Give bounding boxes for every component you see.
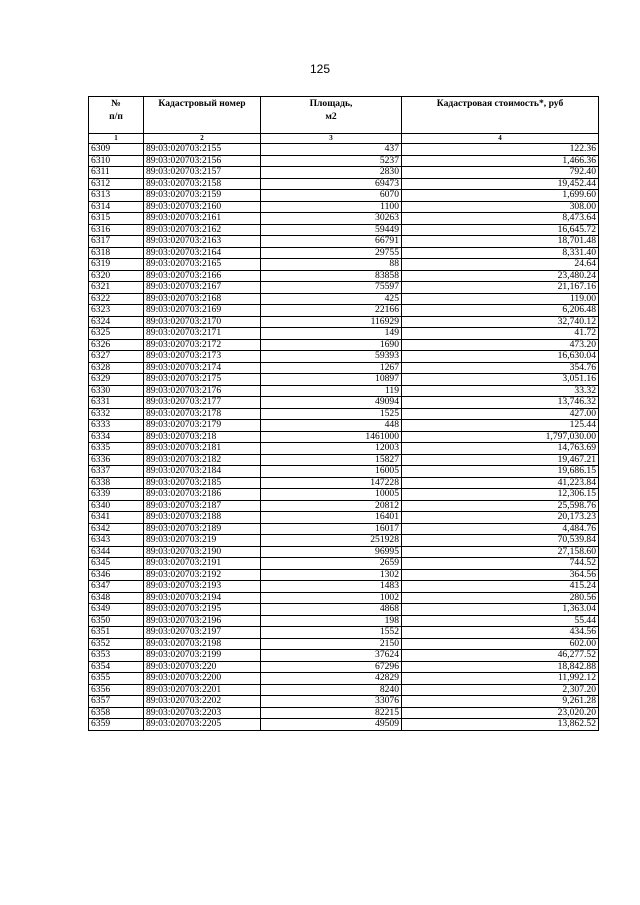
area-value: 119 xyxy=(261,385,402,397)
area-value: 29755 xyxy=(261,247,402,259)
cadastral-value: 3,051.16 xyxy=(402,374,599,386)
row-number: 6355 xyxy=(89,673,144,685)
cadastral-value: 23,020.20 xyxy=(402,707,599,719)
cadastral-value: 32,740.12 xyxy=(402,316,599,328)
cadastral-value: 1,466.36 xyxy=(402,155,599,167)
area-value: 16017 xyxy=(261,523,402,535)
cadastral-value: 70,539.84 xyxy=(402,535,599,547)
table-row xyxy=(89,408,599,420)
table-row xyxy=(89,477,599,489)
cadastral-number: 89:03:020703:2184 xyxy=(144,466,261,478)
row-number: 6310 xyxy=(89,155,144,167)
table-row xyxy=(89,581,599,593)
area-value: 6070 xyxy=(261,190,402,202)
area-value: 1483 xyxy=(261,581,402,593)
column-number: 1 xyxy=(89,134,144,144)
area-value: 67296 xyxy=(261,661,402,673)
cadastral-number: 89:03:020703:2196 xyxy=(144,615,261,627)
area-value: 8240 xyxy=(261,684,402,696)
area-value: 1690 xyxy=(261,339,402,351)
table-row xyxy=(89,707,599,719)
table-row xyxy=(89,638,599,650)
table-row xyxy=(89,190,599,202)
cadastral-number: 89:03:020703:2158 xyxy=(144,178,261,190)
cadastral-number: 89:03:020703:2161 xyxy=(144,213,261,225)
row-number: 6341 xyxy=(89,512,144,524)
row-number: 6315 xyxy=(89,213,144,225)
row-number: 6309 xyxy=(89,144,144,156)
row-number: 6345 xyxy=(89,558,144,570)
table-row xyxy=(89,431,599,443)
area-value: 147228 xyxy=(261,477,402,489)
table-row xyxy=(89,443,599,455)
cadastral-value: 18,842.88 xyxy=(402,661,599,673)
cadastral-number: 89:03:020703:2205 xyxy=(144,719,261,731)
cadastral-value: 16,630.04 xyxy=(402,351,599,363)
cadastral-number: 89:03:020703:2170 xyxy=(144,316,261,328)
cadastral-number: 89:03:020703:219 xyxy=(144,535,261,547)
area-value: 49094 xyxy=(261,397,402,409)
cadastral-number: 89:03:020703:2167 xyxy=(144,282,261,294)
cadastral-value: 364.56 xyxy=(402,569,599,581)
cadastral-value: 20,173.23 xyxy=(402,512,599,524)
row-number: 6327 xyxy=(89,351,144,363)
table-row xyxy=(89,604,599,616)
row-number: 6350 xyxy=(89,615,144,627)
cadastral-number: 89:03:020703:2179 xyxy=(144,420,261,432)
area-value: 10005 xyxy=(261,489,402,501)
cadastral-number: 89:03:020703:2192 xyxy=(144,569,261,581)
row-number: 6333 xyxy=(89,420,144,432)
area-value: 425 xyxy=(261,293,402,305)
table-row xyxy=(89,224,599,236)
area-value: 42829 xyxy=(261,673,402,685)
cadastral-value: 6,206.48 xyxy=(402,305,599,317)
row-number: 6334 xyxy=(89,431,144,443)
row-number: 6354 xyxy=(89,661,144,673)
area-value: 69473 xyxy=(261,178,402,190)
cadastral-number: 89:03:020703:2190 xyxy=(144,546,261,558)
table-row xyxy=(89,328,599,340)
cadastral-number: 89:03:020703:2159 xyxy=(144,190,261,202)
table-row xyxy=(89,178,599,190)
cadastral-value: 25,598.76 xyxy=(402,500,599,512)
row-number: 6324 xyxy=(89,316,144,328)
cadastral-number: 89:03:020703:2164 xyxy=(144,247,261,259)
row-number: 6319 xyxy=(89,259,144,271)
table-row xyxy=(89,362,599,374)
table-row xyxy=(89,282,599,294)
table-row xyxy=(89,420,599,432)
table-row xyxy=(89,397,599,409)
cadastral-number: 89:03:020703:2174 xyxy=(144,362,261,374)
table-row xyxy=(89,650,599,662)
row-number: 6336 xyxy=(89,454,144,466)
area-value: 116929 xyxy=(261,316,402,328)
row-number: 6340 xyxy=(89,500,144,512)
cadastral-value: 19,467.21 xyxy=(402,454,599,466)
cadastral-value: 12,306.15 xyxy=(402,489,599,501)
cadastral-number: 89:03:020703:2189 xyxy=(144,523,261,535)
table-row xyxy=(89,696,599,708)
cadastral-number: 89:03:020703:2202 xyxy=(144,696,261,708)
cadastral-value: 1,363.04 xyxy=(402,604,599,616)
area-value: 5237 xyxy=(261,155,402,167)
row-number: 6358 xyxy=(89,707,144,719)
row-number: 6356 xyxy=(89,684,144,696)
area-value: 1552 xyxy=(261,627,402,639)
area-value: 30263 xyxy=(261,213,402,225)
cadastral-value: 427.00 xyxy=(402,408,599,420)
cadastral-number: 89:03:020703:2199 xyxy=(144,650,261,662)
table-row xyxy=(89,535,599,547)
row-number: 6344 xyxy=(89,546,144,558)
row-number: 6343 xyxy=(89,535,144,547)
table-row xyxy=(89,339,599,351)
table-row xyxy=(89,627,599,639)
cadastral-number: 89:03:020703:2166 xyxy=(144,270,261,282)
cadastral-number: 89:03:020703:2178 xyxy=(144,408,261,420)
cadastral-value: 434.56 xyxy=(402,627,599,639)
area-value: 1002 xyxy=(261,592,402,604)
area-value: 15827 xyxy=(261,454,402,466)
row-number: 6328 xyxy=(89,362,144,374)
cadastral-number: 89:03:020703:2176 xyxy=(144,385,261,397)
cadastral-number: 89:03:020703:2175 xyxy=(144,374,261,386)
area-value: 22166 xyxy=(261,305,402,317)
cadastral-number: 89:03:020703:2181 xyxy=(144,443,261,455)
cadastral-number: 89:03:020703:220 xyxy=(144,661,261,673)
cadastral-number: 89:03:020703:2186 xyxy=(144,489,261,501)
table-row xyxy=(89,661,599,673)
header-number: № п/п xyxy=(89,97,144,134)
cadastral-value: 122.36 xyxy=(402,144,599,156)
cadastral-value: 14,763.69 xyxy=(402,443,599,455)
cadastral-value: 744.52 xyxy=(402,558,599,570)
table-row xyxy=(89,569,599,581)
area-value: 66791 xyxy=(261,236,402,248)
table-row xyxy=(89,247,599,259)
area-value: 2150 xyxy=(261,638,402,650)
cadastral-value: 13,862.52 xyxy=(402,719,599,731)
cadastral-value: 11,992.12 xyxy=(402,673,599,685)
area-value: 251928 xyxy=(261,535,402,547)
cadastral-number: 89:03:020703:2162 xyxy=(144,224,261,236)
cadastral-value: 27,158.60 xyxy=(402,546,599,558)
cadastral-number: 89:03:020703:2182 xyxy=(144,454,261,466)
cadastral-value: 46,277.52 xyxy=(402,650,599,662)
cadastral-number: 89:03:020703:2177 xyxy=(144,397,261,409)
area-value: 4868 xyxy=(261,604,402,616)
row-number: 6337 xyxy=(89,466,144,478)
cadastral-number: 89:03:020703:2198 xyxy=(144,638,261,650)
header-cadastral-number: Кадастровый номер xyxy=(144,97,261,134)
table-row xyxy=(89,351,599,363)
table-row xyxy=(89,155,599,167)
row-number: 6357 xyxy=(89,696,144,708)
row-number: 6347 xyxy=(89,581,144,593)
table-row xyxy=(89,615,599,627)
cadastral-number: 89:03:020703:2160 xyxy=(144,201,261,213)
row-number: 6346 xyxy=(89,569,144,581)
table-row xyxy=(89,489,599,501)
cadastral-table xyxy=(88,96,599,731)
table-row xyxy=(89,466,599,478)
cadastral-value: 125.44 xyxy=(402,420,599,432)
area-value: 96995 xyxy=(261,546,402,558)
table-row xyxy=(89,523,599,535)
row-number: 6312 xyxy=(89,178,144,190)
table-row xyxy=(89,305,599,317)
cadastral-number: 89:03:020703:2193 xyxy=(144,581,261,593)
cadastral-number: 89:03:020703:2203 xyxy=(144,707,261,719)
cadastral-number: 89:03:020703:2163 xyxy=(144,236,261,248)
row-number: 6317 xyxy=(89,236,144,248)
column-number-row xyxy=(89,134,599,144)
row-number: 6325 xyxy=(89,328,144,340)
cadastral-number: 89:03:020703:2201 xyxy=(144,684,261,696)
row-number: 6335 xyxy=(89,443,144,455)
cadastral-value: 16,645.72 xyxy=(402,224,599,236)
column-number: 2 xyxy=(144,134,261,144)
area-value: 82215 xyxy=(261,707,402,719)
area-value: 149 xyxy=(261,328,402,340)
row-number: 6342 xyxy=(89,523,144,535)
area-value: 88 xyxy=(261,259,402,271)
row-number: 6311 xyxy=(89,167,144,179)
cadastral-value: 9,261.28 xyxy=(402,696,599,708)
table-row xyxy=(89,719,599,731)
cadastral-value: 280.56 xyxy=(402,592,599,604)
table-row xyxy=(89,201,599,213)
cadastral-value: 4,484.76 xyxy=(402,523,599,535)
cadastral-number: 89:03:020703:2168 xyxy=(144,293,261,305)
cadastral-value: 18,701.48 xyxy=(402,236,599,248)
row-number: 6320 xyxy=(89,270,144,282)
cadastral-value: 1,797,030.00 xyxy=(402,431,599,443)
table-row xyxy=(89,293,599,305)
area-value: 33076 xyxy=(261,696,402,708)
area-value: 1100 xyxy=(261,201,402,213)
table-row xyxy=(89,270,599,282)
row-number: 6322 xyxy=(89,293,144,305)
table-body xyxy=(89,144,599,731)
row-number: 6339 xyxy=(89,489,144,501)
cadastral-number: 89:03:020703:2165 xyxy=(144,259,261,271)
header-cadastral-value: Кадастровая стоимость*, руб xyxy=(402,97,599,134)
cadastral-number: 89:03:020703:2200 xyxy=(144,673,261,685)
cadastral-number: 89:03:020703:2185 xyxy=(144,477,261,489)
area-value: 1267 xyxy=(261,362,402,374)
table-row xyxy=(89,316,599,328)
row-number: 6338 xyxy=(89,477,144,489)
cadastral-number: 89:03:020703:2187 xyxy=(144,500,261,512)
cadastral-value: 21,167.16 xyxy=(402,282,599,294)
column-number: 4 xyxy=(402,134,599,144)
cadastral-value: 41,223.84 xyxy=(402,477,599,489)
cadastral-number: 89:03:020703:218 xyxy=(144,431,261,443)
cadastral-value: 308.00 xyxy=(402,201,599,213)
cadastral-number: 89:03:020703:2171 xyxy=(144,328,261,340)
page-number: 125 xyxy=(309,62,331,76)
cadastral-number: 89:03:020703:2169 xyxy=(144,305,261,317)
row-number: 6359 xyxy=(89,719,144,731)
cadastral-number: 89:03:020703:2191 xyxy=(144,558,261,570)
row-number: 6332 xyxy=(89,408,144,420)
cadastral-number: 89:03:020703:2157 xyxy=(144,167,261,179)
row-number: 6352 xyxy=(89,638,144,650)
cadastral-value: 473.20 xyxy=(402,339,599,351)
area-value: 75597 xyxy=(261,282,402,294)
table-row xyxy=(89,167,599,179)
row-number: 6331 xyxy=(89,397,144,409)
area-value: 448 xyxy=(261,420,402,432)
table-row xyxy=(89,546,599,558)
area-value: 2659 xyxy=(261,558,402,570)
table-row xyxy=(89,684,599,696)
row-number: 6316 xyxy=(89,224,144,236)
cadastral-number: 89:03:020703:2188 xyxy=(144,512,261,524)
cadastral-value: 19,452.44 xyxy=(402,178,599,190)
cadastral-value: 8,473.64 xyxy=(402,213,599,225)
area-value: 16005 xyxy=(261,466,402,478)
cadastral-value: 13,746.32 xyxy=(402,397,599,409)
row-number: 6323 xyxy=(89,305,144,317)
area-value: 37624 xyxy=(261,650,402,662)
cadastral-value: 33.32 xyxy=(402,385,599,397)
cadastral-value: 119.00 xyxy=(402,293,599,305)
area-value: 59393 xyxy=(261,351,402,363)
area-value: 12003 xyxy=(261,443,402,455)
row-number: 6329 xyxy=(89,374,144,386)
cadastral-number: 89:03:020703:2194 xyxy=(144,592,261,604)
area-value: 83858 xyxy=(261,270,402,282)
cadastral-value: 41.72 xyxy=(402,328,599,340)
table-row xyxy=(89,236,599,248)
cadastral-number: 89:03:020703:2173 xyxy=(144,351,261,363)
row-number: 6313 xyxy=(89,190,144,202)
cadastral-value: 24.64 xyxy=(402,259,599,271)
table-row xyxy=(89,259,599,271)
table-row xyxy=(89,454,599,466)
row-number: 6330 xyxy=(89,385,144,397)
area-value: 59449 xyxy=(261,224,402,236)
area-value: 49509 xyxy=(261,719,402,731)
column-number: 3 xyxy=(261,134,402,144)
area-value: 1302 xyxy=(261,569,402,581)
area-value: 16401 xyxy=(261,512,402,524)
row-number: 6326 xyxy=(89,339,144,351)
table-row xyxy=(89,673,599,685)
cadastral-value: 354.76 xyxy=(402,362,599,374)
row-number: 6318 xyxy=(89,247,144,259)
table-header-row xyxy=(89,97,599,134)
area-value: 10897 xyxy=(261,374,402,386)
row-number: 6314 xyxy=(89,201,144,213)
table-row xyxy=(89,500,599,512)
area-value: 20812 xyxy=(261,500,402,512)
cadastral-value: 55.44 xyxy=(402,615,599,627)
cadastral-number: 89:03:020703:2197 xyxy=(144,627,261,639)
cadastral-value: 23,480.24 xyxy=(402,270,599,282)
row-number: 6353 xyxy=(89,650,144,662)
cadastral-value: 415.24 xyxy=(402,581,599,593)
row-number: 6348 xyxy=(89,592,144,604)
row-number: 6349 xyxy=(89,604,144,616)
cadastral-value: 602.00 xyxy=(402,638,599,650)
cadastral-number: 89:03:020703:2156 xyxy=(144,155,261,167)
cadastral-number: 89:03:020703:2155 xyxy=(144,144,261,156)
cadastral-value: 1,699.60 xyxy=(402,190,599,202)
header-area: Площадь, м2 xyxy=(261,97,402,134)
cadastral-value: 19,686.15 xyxy=(402,466,599,478)
area-value: 1525 xyxy=(261,408,402,420)
table-row xyxy=(89,213,599,225)
table-row xyxy=(89,592,599,604)
row-number: 6321 xyxy=(89,282,144,294)
cadastral-number: 89:03:020703:2172 xyxy=(144,339,261,351)
table-row xyxy=(89,512,599,524)
cadastral-value: 8,331.40 xyxy=(402,247,599,259)
row-number: 6351 xyxy=(89,627,144,639)
table-row xyxy=(89,385,599,397)
table-row xyxy=(89,374,599,386)
table-row xyxy=(89,558,599,570)
cadastral-value: 2,307.20 xyxy=(402,684,599,696)
area-value: 198 xyxy=(261,615,402,627)
cadastral-value: 792.40 xyxy=(402,167,599,179)
area-value: 2830 xyxy=(261,167,402,179)
area-value: 437 xyxy=(261,144,402,156)
cadastral-number: 89:03:020703:2195 xyxy=(144,604,261,616)
table-row xyxy=(89,144,599,156)
area-value: 1461000 xyxy=(261,431,402,443)
